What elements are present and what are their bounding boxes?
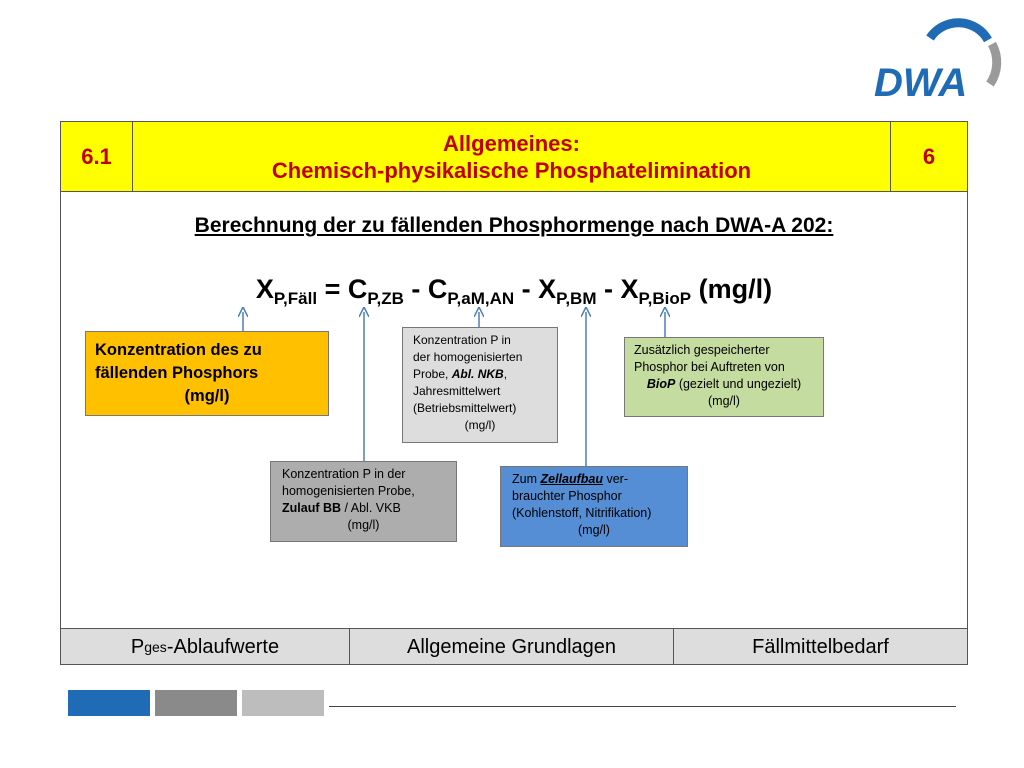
box-cp-zb-line-2: homogenisierten Probe, [282, 484, 415, 498]
formula-minus-3: - [596, 274, 621, 304]
formula [61, 274, 967, 309]
box-xp-biop-unit: (mg/l) [708, 394, 740, 408]
box-xp-biop-line-1: Zusätzlich gespeicherter [634, 343, 770, 357]
box-xp-bm-unit: (mg/l) [578, 523, 610, 537]
title-line-1: Allgemeines: [443, 130, 580, 156]
title-line-2: Chemisch-physikalische Phosphatelimination [271, 157, 752, 183]
box-xp-fall-line-2: fällenden Phosphors [95, 364, 259, 382]
formula-x3: X [620, 274, 639, 304]
formula-c2: C [427, 274, 448, 304]
footer-bar-blue [68, 690, 150, 716]
box-xp-bm [500, 466, 688, 547]
box-xp-bm-line-3: (Kohlenstoff, Nitrifikation) [512, 506, 652, 520]
box-xp-biop [624, 337, 824, 417]
dwa-logo [868, 18, 1010, 100]
box-cp-am-line-2: der homogenisierten [413, 350, 523, 364]
box-cp-am-an [402, 327, 558, 443]
box-xp-fall [85, 331, 329, 416]
section-number: 6.1 [61, 122, 133, 191]
box-xp-fall-unit: (mg/l) [184, 387, 230, 405]
box-cp-zb [270, 461, 457, 542]
box-xp-biop-line-3-bold: BioP [646, 377, 676, 391]
logo-text: DWA [874, 61, 968, 100]
box-cp-am-line-3-bold: Abl. NKB [451, 367, 504, 381]
box-cp-am-line-3-post: , [503, 367, 508, 381]
footer-bar-light-gray [242, 690, 324, 716]
logo-arc-blue [930, 23, 988, 40]
formula-x1: X [255, 274, 274, 304]
slide-table [60, 121, 968, 665]
box-cp-am-line-5: (Betriebsmittelwert) [413, 401, 517, 415]
box-xp-bm-line-1-post: ver- [603, 472, 628, 486]
formula-eq: = [317, 274, 348, 304]
header-row [61, 122, 967, 192]
page-number: 6 [922, 143, 936, 169]
formula-x1-sub: P,Fäll [273, 289, 318, 308]
formula-c2-sub: P,aM,AN [447, 289, 515, 308]
box-cp-am-line-4: Jahresmittelwert [413, 384, 501, 398]
box-cp-am-unit: (mg/l) [464, 418, 496, 432]
nav-link-faellmittelbedarf[interactable]: Fällmittelbedarf [752, 635, 889, 658]
box-xp-fall-line-1: Konzentration des zu [95, 341, 262, 359]
formula-x2: X [538, 274, 557, 304]
box-cp-am-line-1: Konzentration P in [413, 333, 511, 347]
box-cp-zb-line-3-post: / Abl. VKB [341, 501, 401, 515]
nav-link-1-main: P [130, 635, 145, 658]
formula-minus-1: - [403, 274, 428, 304]
box-xp-biop-line-3-post: (gezielt und ungezielt) [675, 377, 802, 391]
footer-divider [329, 706, 956, 707]
nav-link-allgemeine-grundlagen[interactable]: Allgemeine Grundlagen [350, 629, 674, 665]
footer-bar-gray [155, 690, 237, 716]
nav-link-1-sub: ges [144, 639, 167, 655]
formula-c1: C [347, 274, 368, 304]
nav-link-1-rest: -Ablaufwerte [166, 635, 280, 658]
formula-x2-sub: P,BM [556, 289, 597, 308]
box-xp-biop-line-2: Phosphor bei Auftreten von [634, 360, 785, 374]
formula-minus-2: - [514, 274, 539, 304]
formula-x3-sub: P,BioP [638, 289, 692, 308]
formula-c1-sub: P,ZB [367, 289, 404, 308]
nav-link-pges-ablaufwerte[interactable] [61, 629, 350, 665]
logo-arc-gray [990, 44, 997, 84]
formula-unit: (mg/l) [691, 274, 773, 304]
box-cp-am-line-3-pre: Probe, [413, 367, 452, 381]
box-xp-bm-line-1-bold: Zellaufbau [540, 472, 603, 486]
box-cp-zb-unit: (mg/l) [347, 518, 380, 532]
box-cp-zb-line-3-bold: Zulauf BB [282, 501, 342, 515]
box-xp-bm-line-1-pre: Zum [512, 472, 541, 486]
footer-nav [61, 628, 967, 664]
box-xp-bm-line-2: brauchter Phosphor [512, 489, 622, 503]
subtitle: Berechnung der zu fällenden Phosphormenge nach DWA-A 202: [194, 214, 834, 237]
page-title [133, 122, 891, 191]
box-cp-zb-line-1: Konzentration P in der [282, 467, 406, 481]
